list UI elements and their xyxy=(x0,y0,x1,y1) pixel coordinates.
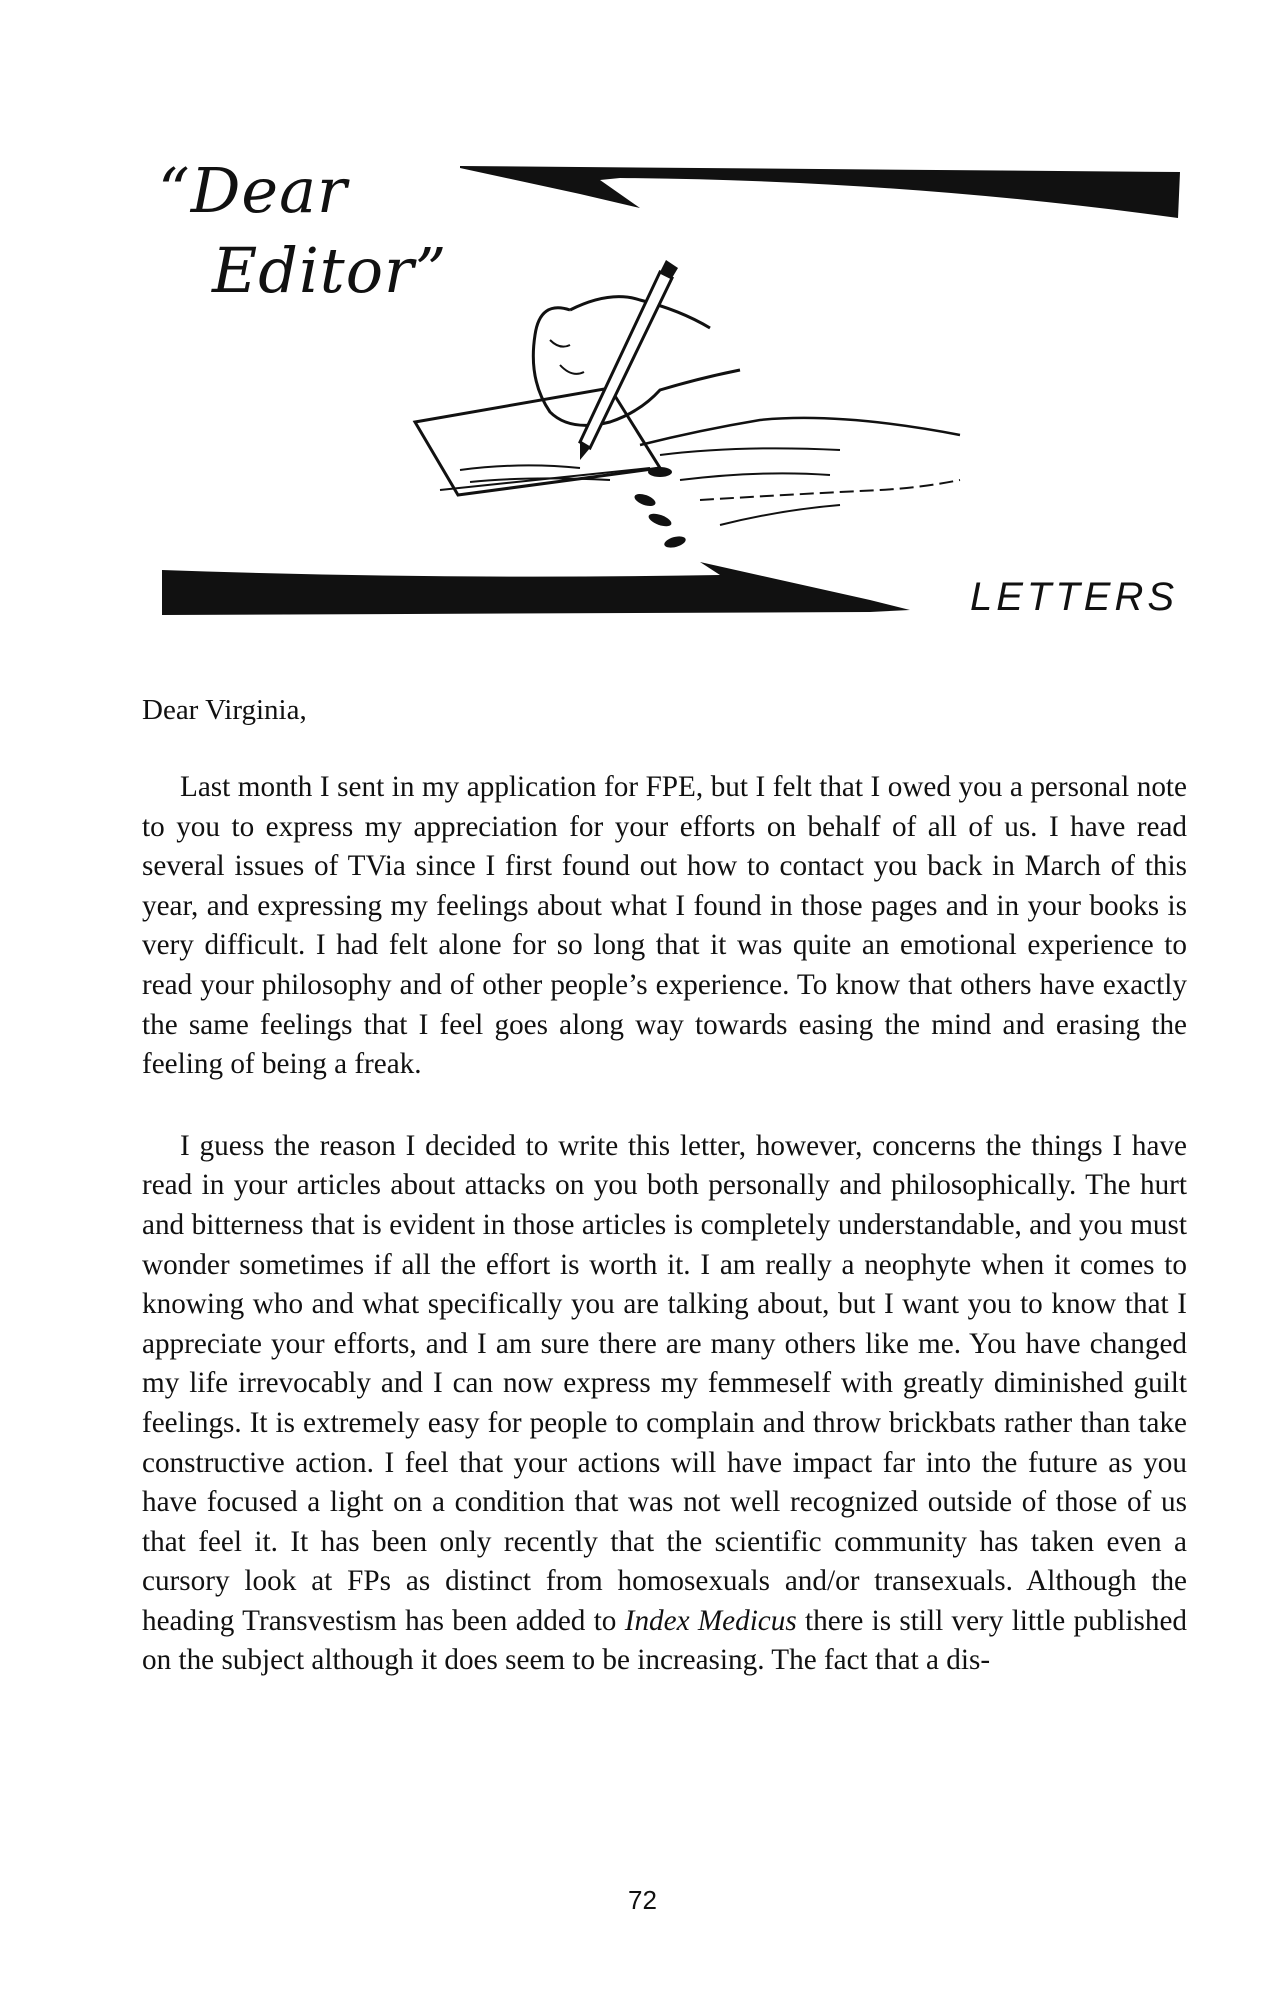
letter-paragraph-2-text-b: there is still very little published on the subject although it does seem to be increasing. The fact that a dis- xyxy=(142,1604,1188,1677)
section-label-letters: LETTERS xyxy=(970,575,1179,619)
letter-salutation: Dear Virginia, xyxy=(142,694,307,726)
page-number: 72 xyxy=(628,1885,657,1915)
letter-body xyxy=(142,690,1187,1723)
journal-title-index-medicus: Index Medicus xyxy=(624,1604,797,1637)
letter-paragraph-1: Last month I sent in my application for FPE, but I felt that I owed you a personal note to you to express my appreciation for your efforts on behalf of all of us. I have read several issues of TVia since I first found out how to contact you back in March of this year, and expressing my feelings about what I found in those pages and in your books is very difficult. I had felt alone for so long that it was quite an emotional experience to read your philosophy and of other people’s experience. To know that others have exactly the same feelings that I feel goes along way towards easing the mind and erasing the feeling of being a freak. xyxy=(142,771,1187,1081)
letter-paragraph-2 xyxy=(142,1127,1187,1681)
letters-header-illustration xyxy=(140,150,1190,630)
header-script-editor: Editor” xyxy=(212,234,448,307)
letter-paragraph-2-text-a: I guess the reason I decided to write this letter, however, concerns the things I have read in your articles about attacks on you both personally and philosophically. The hurt and bitterness that is evident in those articles is completely understandable, and you must wonder sometimes if all the effort is worth it. I am really a neophyte when it comes to knowing who and what specifically you are talking about, but I want you to know that I appreciate your efforts, and I am sure there are many others like me. You have changed my life irrevocably and I can now express my femmeself with greatly diminished guilt feelings. It is extremely easy for people to complain and throw brickbats rather than take constructive action. I feel that your actions will have impact far into the future as you have focused a light on a condition that was not well recognized outside of those of us that feel it. It has been only recently that the scientific community has taken even a cursory look at FPs as distinct from homosexuals and/or transexuals. Although the heading Transvestism has been added to xyxy=(142,1129,1187,1637)
header-script-dear: “Dear xyxy=(158,154,348,227)
